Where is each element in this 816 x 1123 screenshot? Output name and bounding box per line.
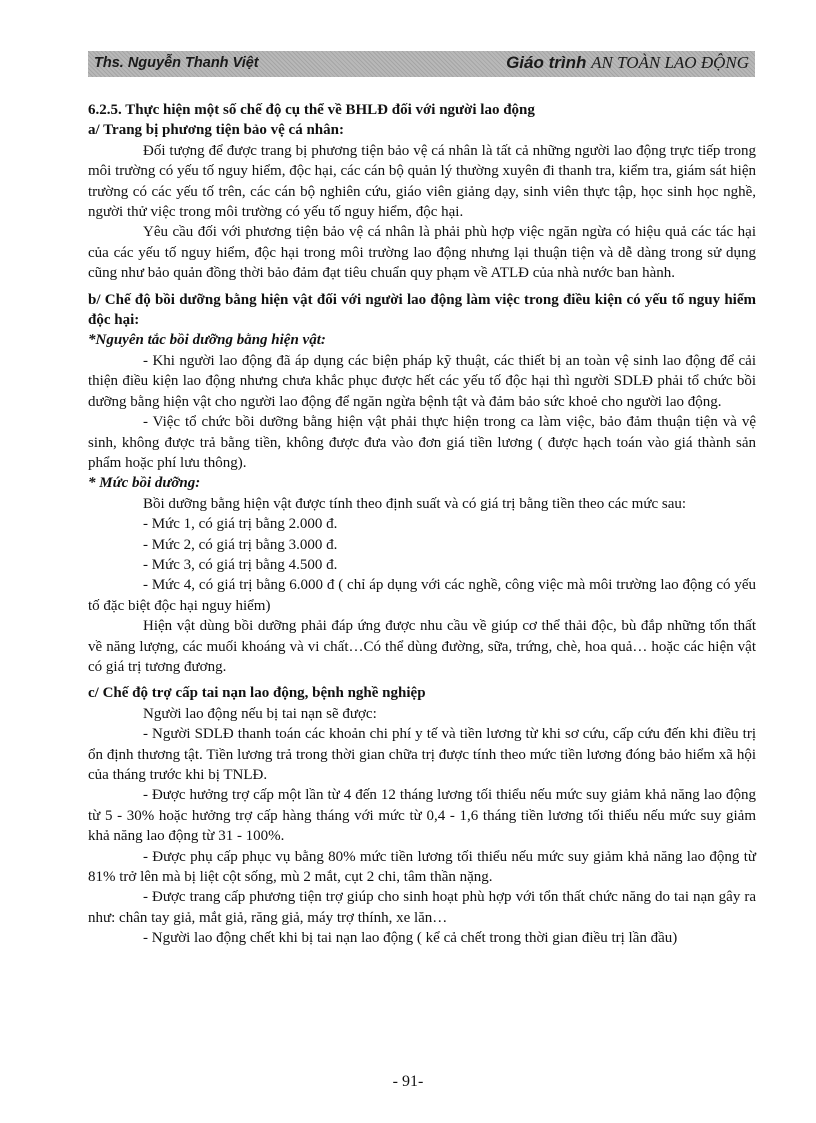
list-item: - Được hưởng trợ cấp một lần từ 4 đến 12 tháng lương tối thiểu nếu mức suy giảm khả năng lao động từ 5 - 30% hoặc hưởng trợ cấp hàng tháng với mức từ 0,4 - 1,6 tháng tiền lương tối thiểu nếu mức suy giảm khả năng lao động từ 31 - 100%. <box>88 787 756 845</box>
list-item: - Người SDLĐ thanh toán các khoản chi phí y tế và tiền lương từ khi sơ cứu, cấp cứu đến khi điều trị ổn định thương tật. Tiền lương trả trong thời gian chữa trị được tính theo mức tiền lương đóng bảo hiểm xã hội của tháng trước khi bị TNLĐ. <box>88 726 756 783</box>
paragraph: Người lao động nếu bị tai nạn sẽ được: <box>143 705 377 722</box>
list-item: - Được phụ cấp phục vụ bằng 80% mức tiền lương tối thiểu nếu mức suy giảm khả năng lao động từ 81% trở lên mà bị liệt cột sống, mù 2 mắt, cụt 2 chi, tâm thần nặng. <box>88 848 756 886</box>
paragraph: Hiện vật dùng bồi dưỡng phải đáp ứng được nhu cầu về giúp cơ thể thải độc, bù đắp những tổn thất về năng lượng, các muối khoáng và vi chất…Có thể dùng đường, sữa, trứng, chè, hoa quả… hoặc các hiện vật có giá trị tương đương. <box>88 618 756 675</box>
paragraph: Bồi dưỡng bằng hiện vật được tính theo định suất và có giá trị bằng tiền theo các mức sau: <box>143 495 687 512</box>
header-title <box>506 53 749 73</box>
list-item: - Mức 3, có giá trị bằng 4.500 đ. <box>143 556 338 573</box>
header-author: Ths. Nguyễn Thanh Việt <box>94 55 259 71</box>
principle-heading: *Nguyên tắc bồi dưỡng bằng hiện vật: <box>88 332 326 349</box>
list-item: - Mức 2, có giá trị bằng 3.000 đ. <box>143 536 338 553</box>
header-title-main: AN TOÀN LAO ĐỘNG <box>591 53 749 72</box>
section-heading: 6.2.5. Thực hiện một số chế độ cụ thể về BHLĐ đối với người lao động <box>88 102 535 118</box>
list-item: - Được trang cấp phương tiện trợ giúp cho sinh hoạt phù hợp với tổn thất chức năng do tai nạn gây ra như: chân tay giả, mắt giả, răng giả, máy trợ thính, xe lăn… <box>88 889 756 926</box>
paragraph: - Khi người lao động đã áp dụng các biện pháp kỹ thuật, các thiết bị an toàn vệ sinh lao động để cải thiện điều kiện lao động nhưng chưa khắc phục được hết các yếu tố độc hại thì người SDLĐ phải tổ chức bồi dưỡng bằng hiện vật cho người lao động để ngăn ngừa bệnh tật và đảm bảo sức khoẻ cho người lao động. <box>88 352 756 410</box>
page-number: - 91- <box>392 1073 424 1090</box>
page-header <box>88 51 755 77</box>
subsection-b-heading: b/ Chế độ bồi dưỡng bằng hiện vật đối với người lao động làm việc trong điều kiện có yếu tố nguy hiểm độc hại: <box>88 291 756 329</box>
header-title-prefix: Giáo trình <box>506 53 587 72</box>
list-item: - Người lao động chết khi bị tai nạn lao động ( kể cả chết trong thời gian điều trị lần đầu) <box>143 930 678 947</box>
level-heading: * Mức bồi dưỡng: <box>88 475 201 492</box>
subsection-a-heading: a/ Trang bị phương tiện bảo vệ cá nhân: <box>88 122 344 139</box>
paragraph: Đối tượng để được trang bị phương tiện bảo vệ cá nhân là tất cả những người lao động trực tiếp trong môi trường có yếu tố nguy hiểm, độc hại, các cán bộ quản lý thường xuyên đi thanh tra, kiểm tra, giám sát hiện trường có các yếu tố trên, các cán bộ nghiên cứu, giáo viên giảng dạy, sinh viên thực tập, học sinh học nghề, người thử việc trong môi trường có yếu tố nguy hiểm, độc hại. <box>88 142 756 221</box>
list-item: - Mức 4, có giá trị bằng 6.000 đ ( chỉ áp dụng với các nghề, công việc mà môi trường lao động có yếu tố đặc biệt độc hại nguy hiểm) <box>88 577 756 614</box>
paragraph: - Việc tổ chức bồi dưỡng bằng hiện vật phải thực hiện trong ca làm việc, bảo đảm thuận tiện và vệ sinh, không được trả bằng tiền, không được đưa vào đơn giá tiền lương ( được hạch toán vào giá thành sản phẩm hoặc phí lưu thông). <box>88 414 756 471</box>
subsection-c-heading: c/ Chế độ trợ cấp tai nạn lao động, bệnh nghề nghiệp <box>88 685 426 702</box>
list-item: - Mức 1, có giá trị bằng 2.000 đ. <box>143 516 338 533</box>
paragraph: Yêu cầu đối với phương tiện bảo vệ cá nhân là phải phù hợp việc ngăn ngừa có hiệu quả các tác hại của các yếu tố nguy hiểm, độc hại trong môi trường lao động nhưng lại thuận tiện và dễ dàng trong sử dụng cũng như bảo quản đồng thời bảo đảm đạt tiêu chuẩn quy phạm về ATLĐ của nhà nước ban hành. <box>88 224 756 282</box>
page-content <box>88 100 756 949</box>
